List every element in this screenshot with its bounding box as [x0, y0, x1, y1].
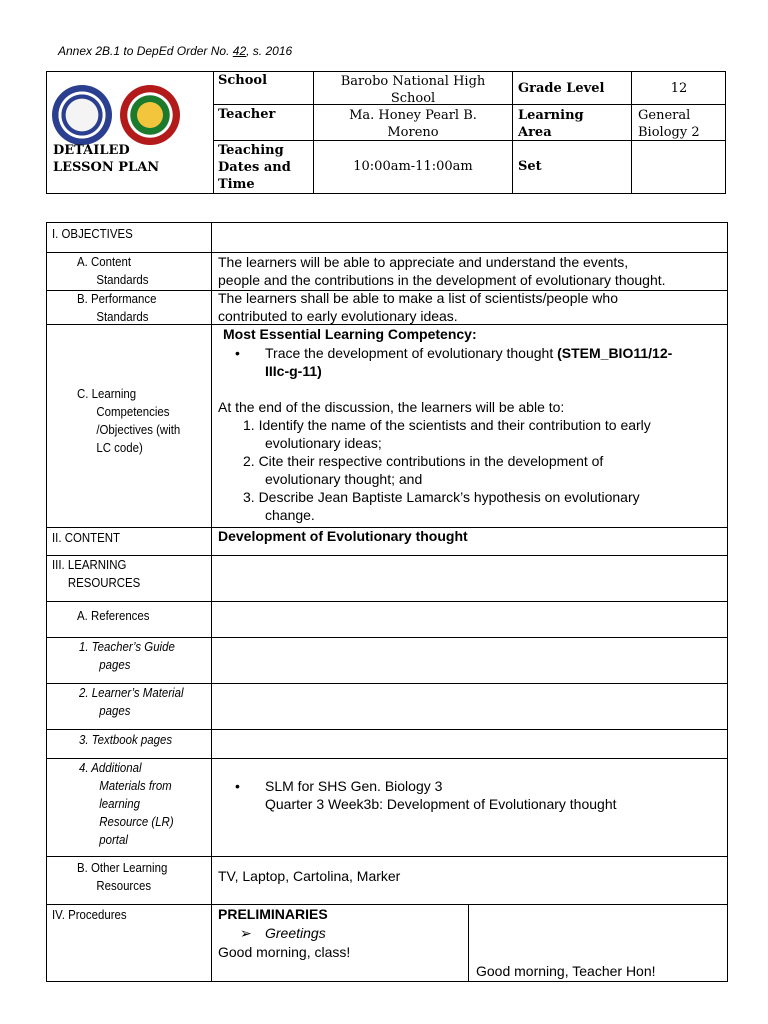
- annex-order-number: 42: [232, 44, 247, 58]
- annex-suffix: , s. 2016: [246, 44, 293, 58]
- learners-material-label: 2. Learner’s Material pages: [79, 685, 184, 718]
- additional-bullet-icon: •: [235, 778, 240, 794]
- teachers-guide-label: 1. Teacher’s Guide pages: [79, 639, 175, 672]
- student-greeting: Good morning, Teacher Hon!: [476, 963, 656, 979]
- teaching-dates-value: 10:00am-11:00am: [353, 159, 473, 174]
- teacher-label: Teacher: [218, 107, 276, 122]
- teaching-dates-label: Teaching Dates and Time: [218, 143, 291, 192]
- grade-level-value: 12: [670, 81, 688, 96]
- greetings-label: Greetings: [265, 925, 326, 941]
- additional-materials-label: 4. Additional Materials from learning Resource (LR) portal: [79, 760, 174, 847]
- teacher-value: Ma. Honey Pearl B. Moreno: [349, 108, 477, 140]
- content-text: Development of Evolutionary thought: [218, 528, 468, 544]
- content-standards-text: The learners will be able to appreciate and understand the events, people and the contributions in the development of evolutionary thought.: [218, 254, 666, 288]
- content-label: II. CONTENT: [52, 530, 121, 545]
- objective-3: 3. Describe Jean Baptiste Lamarck’s hypothesis on evolutionary change.: [243, 489, 640, 523]
- logo-cell: [47, 72, 214, 193]
- learning-resources-label: III. LEARNING RESOURCES: [52, 557, 141, 590]
- annex-reference: [58, 44, 292, 58]
- performance-standards-text: The learners shall be able to make a list of scientists/people who contributed to early evolutionary ideas.: [218, 290, 618, 324]
- school-label: School: [218, 73, 268, 88]
- objectives-intro: At the end of the discussion, the learners will be able to:: [218, 399, 565, 415]
- other-resources-text: TV, Laptop, Cartolina, Marker: [218, 868, 401, 884]
- lesson-plan-table: [46, 222, 728, 982]
- textbook-pages-label: 3. Textbook pages: [79, 732, 173, 747]
- arrow-bullet-icon: ➢: [240, 925, 252, 941]
- melc-bullet-icon: •: [235, 345, 240, 361]
- other-resources-label: B. Other Learning Resources: [77, 860, 168, 893]
- grade-level-label: Grade Level: [518, 81, 605, 96]
- content-standards-label: A. Content Standards: [77, 254, 149, 287]
- references-label: A. References: [77, 608, 150, 623]
- teacher-greeting: Good morning, class!: [218, 944, 351, 960]
- learning-area-value: General Biology 2: [638, 108, 700, 140]
- melc-heading: Most Essential Learning Competency:: [223, 326, 477, 342]
- header-table: [46, 71, 726, 194]
- procedures-label: IV. Procedures: [52, 907, 127, 922]
- school-value: Barobo National High School: [340, 74, 486, 106]
- document-title: DETAILED LESSON PLAN: [53, 143, 160, 175]
- annex-prefix: Annex 2B.1 to DepEd Order No.: [58, 44, 230, 58]
- melc-item: Trace the development of evolutionary thought (STEM_BIO11/12- IIIc-g-11): [265, 345, 673, 379]
- additional-materials-text: SLM for SHS Gen. Biology 3 Quarter 3 Week3b: Development of Evolutionary thought: [265, 778, 617, 812]
- school-seal-icon: [120, 85, 180, 145]
- performance-standards-label: B. Performance Standards: [77, 291, 157, 324]
- deped-seal-icon: [52, 85, 112, 145]
- objectives-heading: I. OBJECTIVES: [52, 226, 133, 241]
- objective-2: 2. Cite their respective contributions in the development of evolutionary thought; and: [243, 453, 604, 487]
- objective-1: 1. Identify the name of the scientists and their contribution to early evolutionary ideas;: [243, 417, 651, 451]
- set-label: Set: [518, 159, 542, 174]
- preliminaries-heading: PRELIMINARIES: [218, 906, 328, 922]
- learning-competencies-label: C. Learning Competencies /Objectives (with LC code): [77, 386, 181, 455]
- learning-area-label: Learning Area: [518, 108, 584, 140]
